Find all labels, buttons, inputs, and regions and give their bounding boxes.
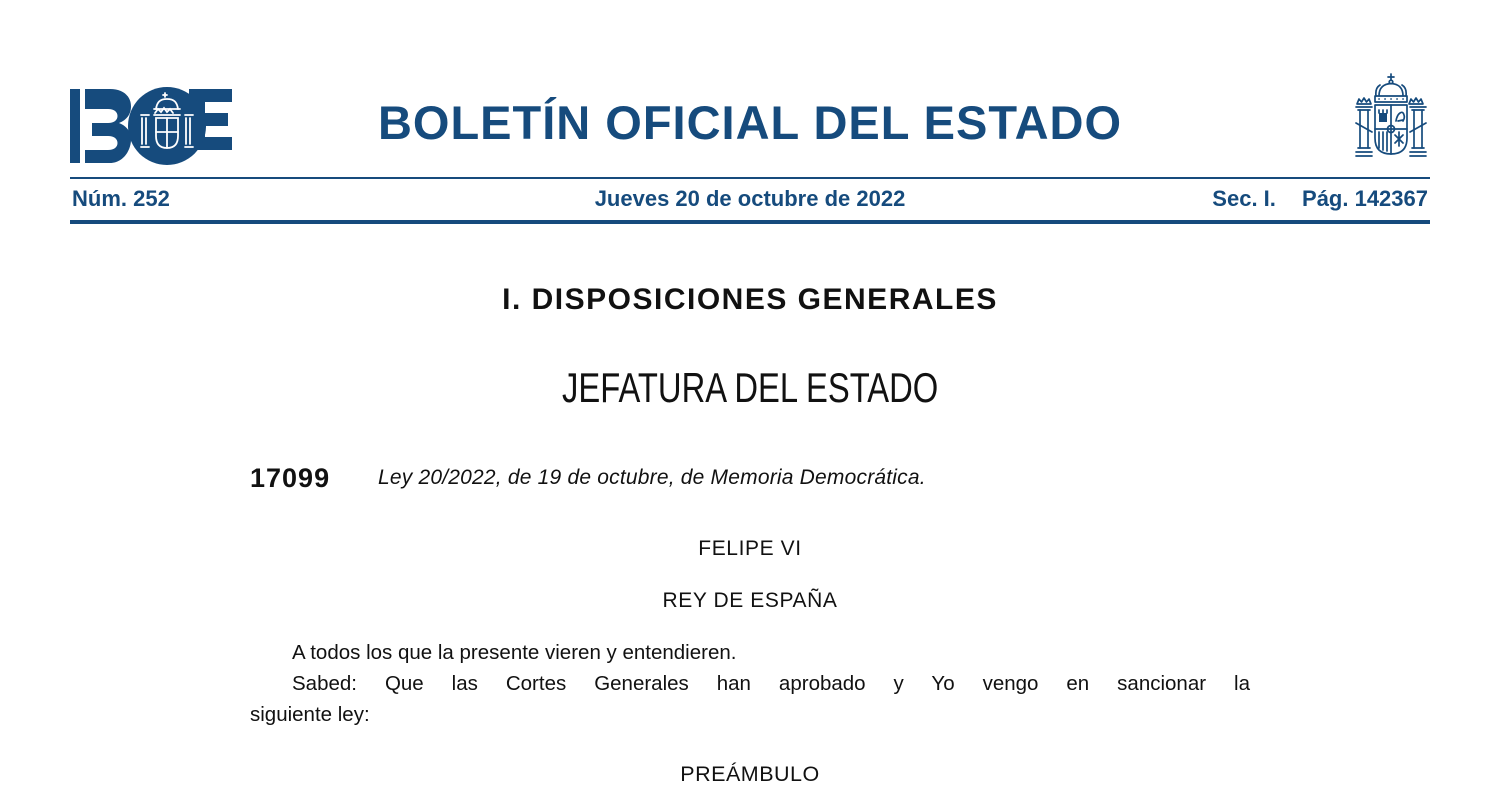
issuing-authority: JEFATURA DEL ESTADO — [561, 364, 939, 411]
royal-title: REY DE ESPAÑA — [662, 589, 838, 612]
body-line: siguiente ley: — [250, 703, 370, 726]
issue-date: Jueves 20 de octubre de 2022 — [594, 186, 906, 211]
page-number: Pág. 142367 — [1302, 186, 1428, 211]
spain-coat-of-arms-icon — [1348, 71, 1434, 169]
section-label: Sec. I. — [1212, 186, 1276, 211]
law-item-number: 17099 — [250, 463, 331, 493]
body-line: Sabed: Que las Cortes Generales han aprobado y Yo vengo en sancionar la — [292, 672, 1250, 695]
issuing-authority-wrap — [0, 364, 1500, 412]
body-text — [250, 637, 1250, 730]
header-bar — [70, 177, 1430, 224]
royal-name: FELIPE VI — [698, 537, 802, 560]
body-line: A todos los que la presente vieren y entendieren. — [292, 641, 737, 664]
section-and-page — [976, 186, 1428, 212]
bulletin-title: BOLETÍN OFICIAL DEL ESTADO — [377, 96, 1123, 149]
masthead — [70, 75, 1430, 170]
law-item-row — [250, 458, 1250, 498]
section-heading: I. DISPOSICIONES GENERALES — [502, 283, 998, 316]
issue-number: Núm. 252 — [72, 186, 170, 211]
law-item-title: Ley 20/2022, de 19 de octubre, de Memoria Democrática. — [378, 466, 926, 489]
preamble-heading: PREÁMBULO — [680, 762, 820, 785]
